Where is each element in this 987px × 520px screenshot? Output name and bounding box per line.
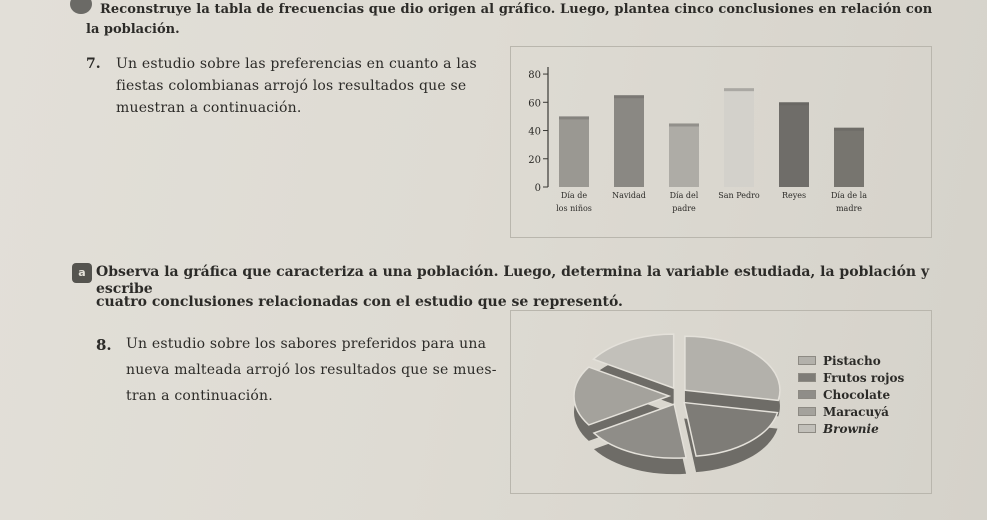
bar-top-edge	[834, 128, 864, 131]
legend-item	[798, 369, 904, 386]
x-tick-label: San Pedro	[718, 191, 760, 200]
legend-label: Pistacho	[823, 353, 881, 368]
legend-swatch	[798, 390, 816, 399]
bar	[779, 102, 809, 187]
bar-top-edge	[559, 116, 589, 119]
x-tick-label: Día de	[560, 191, 588, 200]
exercise-8-line: Un estudio sobre los sabores preferidos para una	[126, 336, 487, 352]
y-tick-label: 0	[534, 183, 541, 194]
x-tick-label: los niños	[556, 204, 592, 213]
intro-line-2: la población.	[86, 22, 180, 37]
x-tick-label: Día de la	[830, 191, 868, 200]
bar-top-edge	[614, 95, 644, 98]
x-tick-label: Reyes	[781, 191, 807, 200]
exercise-8-line: nueva malteada arrojó los resultados que se mues-	[126, 362, 497, 378]
exercise-7-line: Un estudio sobre las preferencias en cuanto a las	[116, 56, 477, 72]
bar	[669, 123, 699, 187]
y-tick-label: 80	[528, 70, 541, 82]
exercise-8-number: 8.	[96, 336, 112, 354]
bar-top-edge	[669, 123, 699, 126]
x-tick-label: madre	[835, 204, 863, 213]
pie-slice	[685, 336, 780, 400]
exercise-7-line: muestran a continuación.	[116, 100, 302, 116]
bar-top-edge	[724, 88, 754, 91]
x-tick-label: Día del	[669, 191, 699, 200]
legend-label: Frutos rojos	[823, 370, 905, 385]
y-tick-label: 60	[528, 98, 541, 110]
legend-swatch	[798, 407, 816, 416]
instruction-line-2: cuatro conclusiones relacionadas con el estudio que se representó.	[96, 294, 623, 310]
bar	[724, 88, 754, 187]
bar	[559, 116, 589, 187]
x-tick-label: padre	[672, 204, 696, 213]
intro-line-1: Reconstruye la tabla de frecuencias que dio origen al gráfico. Luego, plantea cinco conclusiones en relación con	[100, 2, 933, 17]
legend-item	[798, 352, 904, 369]
instruction-badge: a	[72, 263, 92, 283]
bar	[614, 95, 644, 187]
bar-top-edge	[779, 102, 809, 105]
exercise-badge-icon	[70, 0, 92, 14]
x-tick-label: Navidad	[612, 191, 646, 200]
legend-swatch	[798, 373, 816, 382]
legend-label: Maracuyá	[823, 404, 889, 419]
legend-item	[798, 386, 904, 403]
pie-chart	[560, 328, 790, 488]
legend-swatch	[798, 424, 816, 433]
instruction-line-1: Observa la gráfica que caracteriza a una población. Luego, determina la variable estudiada, la población y escribe	[96, 264, 930, 297]
y-tick-label: 40	[528, 126, 541, 138]
bar-chart	[514, 56, 924, 231]
legend-item	[798, 420, 904, 437]
pie-legend	[798, 352, 904, 437]
exercise-7-number: 7.	[86, 56, 101, 72]
exercise-8-line: tran a continuación.	[126, 388, 273, 404]
y-tick-label: 20	[528, 154, 541, 166]
bar	[834, 128, 864, 187]
legend-item	[798, 403, 904, 420]
exercise-7-line: fiestas colombianas arrojó los resultados que se	[116, 78, 467, 94]
legend-label: Chocolate	[823, 387, 891, 402]
legend-swatch	[798, 356, 816, 365]
legend-label: Brownie	[823, 421, 879, 436]
